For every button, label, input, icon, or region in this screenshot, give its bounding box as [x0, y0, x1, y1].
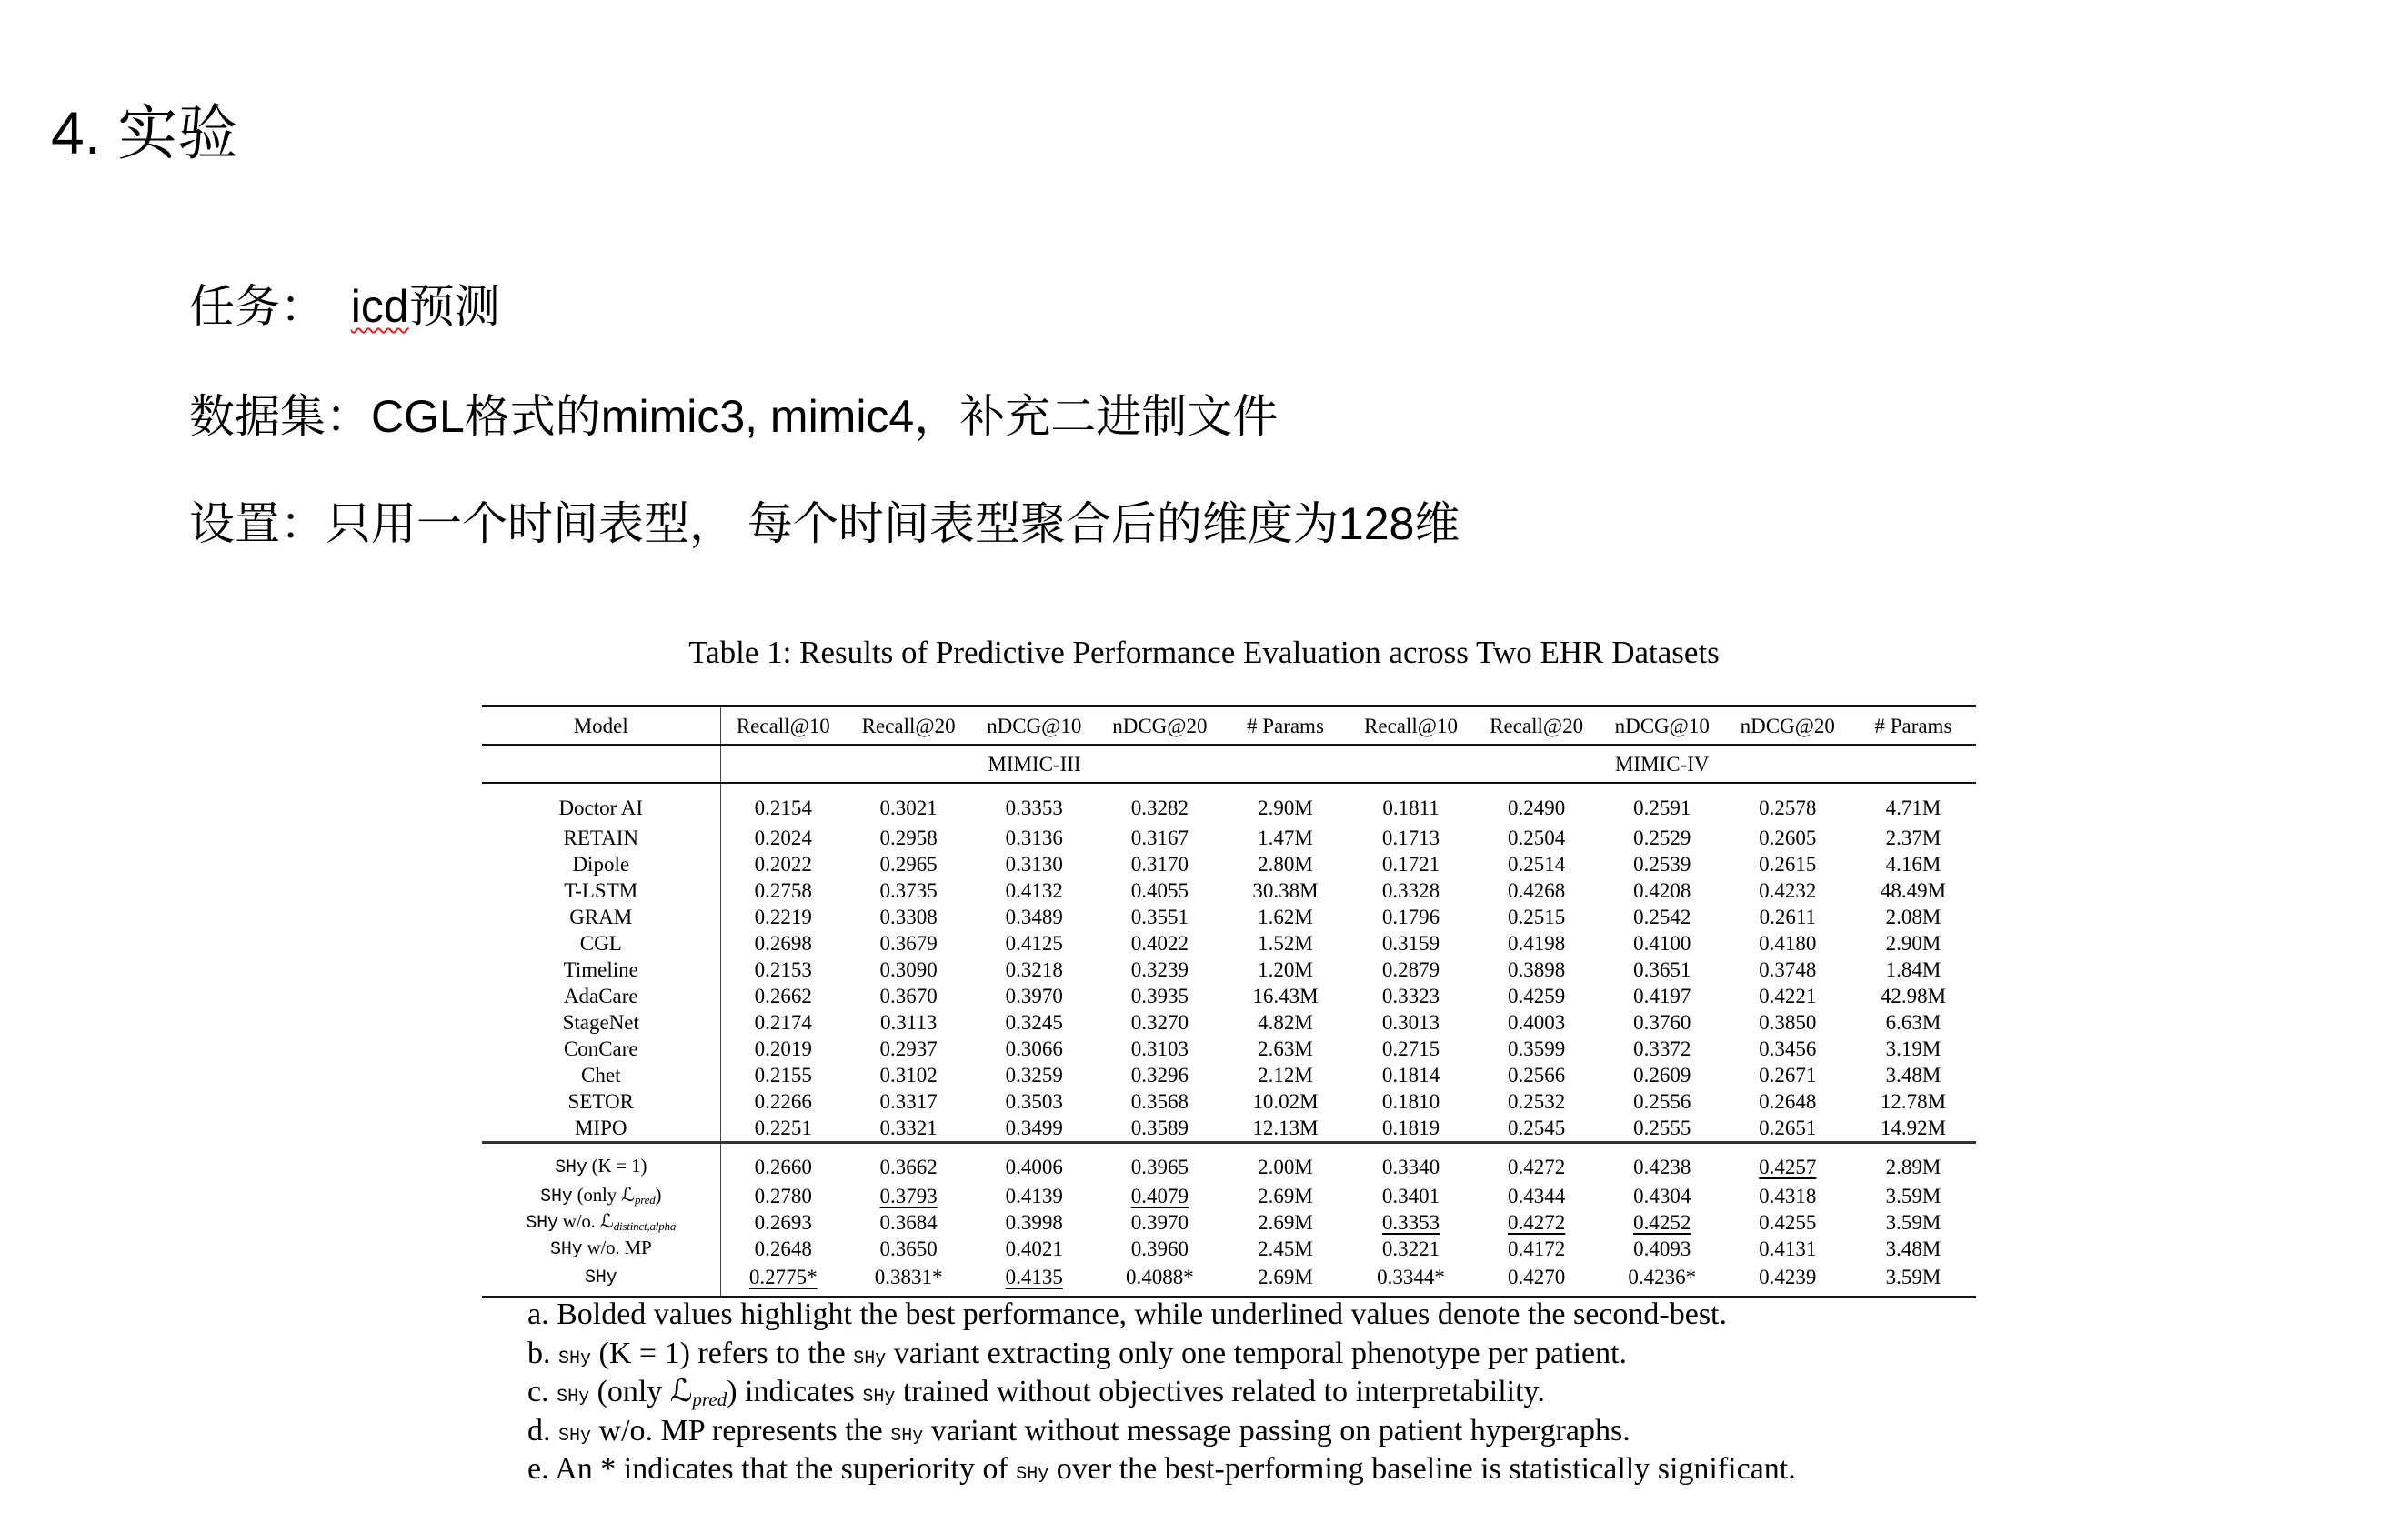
value-cell: 0.2651	[1759, 1117, 1817, 1139]
value-cell: 2.00M	[1222, 1143, 1348, 1184]
value-cell: 0.3259	[1005, 1064, 1063, 1087]
table-row	[482, 783, 1976, 825]
footnote-line	[527, 1412, 1796, 1451]
value-cell: 0.3456	[1759, 1037, 1817, 1060]
footnote-marker: d.	[527, 1413, 551, 1448]
metric-header: nDCG@10	[1600, 706, 1725, 746]
footnote-text: SHy	[558, 1425, 592, 1447]
model-name: SETOR	[482, 1088, 720, 1115]
model-name: MIPO	[482, 1115, 720, 1143]
footnote-text: SHy	[557, 1387, 590, 1408]
metric-header: nDCG@10	[971, 706, 1097, 746]
value-cell: 0.2545	[1507, 1117, 1566, 1139]
footnote-marker: a.	[527, 1298, 549, 1331]
value-cell: 0.4021	[1005, 1237, 1063, 1260]
value-cell: 1.47M	[1258, 827, 1313, 849]
model-name	[482, 1236, 720, 1262]
value-cell: 0.3551	[1130, 906, 1189, 928]
dataset-line: 数据集：CGL格式的mimic3, mimic4，补充二进制文件	[189, 391, 1279, 442]
value-cell: 6.63M	[1885, 1011, 1941, 1034]
footnote-marker: e.	[527, 1452, 549, 1486]
value-cell: 0.3662	[846, 1143, 971, 1184]
value-cell: 0.4131	[1759, 1237, 1817, 1260]
footnote-line	[527, 1335, 1796, 1374]
table-row	[482, 851, 1976, 877]
value-cell: 0.3328	[1381, 879, 1440, 902]
metric-header: Recall@10	[720, 706, 846, 746]
value-cell: 0.3344*	[1348, 1262, 1473, 1298]
value-cell: 0.3218	[1005, 958, 1063, 981]
value-cell: 0.3113	[879, 1011, 938, 1034]
value-cell: 0.4180	[1759, 932, 1817, 955]
footnote-text: SHy	[853, 1348, 887, 1369]
value-cell: 0.3651	[1633, 958, 1691, 981]
value-cell: 12.78M	[1880, 1090, 1947, 1113]
value-cell: 0.2555	[1633, 1117, 1691, 1139]
model-name-suffix: (only ℒ	[572, 1184, 635, 1206]
value-cell: 0.1810	[1381, 1090, 1440, 1113]
footnote-text: SHy	[1016, 1464, 1049, 1485]
model-name: Chet	[482, 1062, 720, 1088]
value-cell: 0.4125	[1005, 932, 1063, 955]
value-cell: 0.2266	[754, 1090, 812, 1113]
value-cell: 0.2780	[754, 1185, 812, 1207]
value-cell: 0.4272	[1507, 1211, 1566, 1234]
table-row-shy	[482, 1143, 1976, 1184]
value-cell: 1.20M	[1258, 958, 1313, 981]
results-table	[482, 705, 1976, 1298]
task-value: 预测	[408, 281, 500, 332]
value-cell: 2.37M	[1885, 827, 1941, 849]
value-cell: 0.1811	[1382, 797, 1440, 819]
value-cell: 0.2591	[1633, 797, 1691, 819]
value-cell: 0.4252	[1633, 1211, 1691, 1234]
model-name: StageNet	[482, 1009, 720, 1036]
footnote-text: w/o. MP represents the	[591, 1413, 891, 1448]
value-cell: 2.63M	[1258, 1037, 1313, 1060]
value-cell: 0.2155	[754, 1064, 812, 1087]
table-row	[482, 957, 1976, 983]
value-cell: 0.3499	[1005, 1117, 1063, 1139]
task-label: 任务：	[189, 281, 326, 332]
model-name	[482, 1143, 720, 1184]
value-cell: 0.4272	[1474, 1143, 1600, 1184]
value-cell: 1.52M	[1258, 932, 1313, 955]
model-name: CGL	[482, 930, 720, 957]
value-cell: 0.3282	[1130, 797, 1189, 819]
value-cell: 42.98M	[1880, 985, 1947, 1007]
value-cell: 2.90M	[1885, 932, 1941, 955]
model-name: GRAM	[482, 904, 720, 930]
model-name: RETAIN	[482, 825, 720, 851]
value-cell: 0.4022	[1130, 932, 1189, 955]
value-cell: 0.3130	[1005, 853, 1063, 876]
footnote-text: SHy	[890, 1425, 924, 1447]
value-cell: 0.3589	[1130, 1117, 1189, 1139]
value-cell: 0.4135	[971, 1262, 1097, 1298]
value-cell: 0.2515	[1507, 906, 1566, 928]
value-cell: 0.2605	[1759, 827, 1817, 849]
value-cell: 0.2698	[754, 932, 812, 955]
table-row	[482, 877, 1976, 904]
value-cell: 4.16M	[1885, 853, 1941, 876]
value-cell: 1.84M	[1885, 958, 1941, 981]
footnote-line	[527, 1296, 1796, 1335]
model-name-subscript: pred	[634, 1193, 656, 1207]
value-cell: 10.02M	[1252, 1090, 1319, 1113]
value-cell: 0.2490	[1507, 797, 1566, 819]
section-heading: 4. 实验	[51, 99, 238, 166]
value-cell: 0.2153	[754, 958, 812, 981]
model-name: Doctor AI	[482, 783, 720, 825]
value-cell: 0.2024	[754, 827, 812, 849]
value-cell: 0.4132	[1005, 879, 1063, 902]
metric-header: # Params	[1851, 706, 1976, 746]
footnote-marker: c.	[527, 1375, 549, 1408]
value-cell: 14.92M	[1880, 1117, 1947, 1139]
value-cell: 0.3970	[1130, 1211, 1189, 1234]
model-name: Dipole	[482, 851, 720, 877]
value-cell: 0.2660	[720, 1143, 846, 1184]
value-cell: 0.4079	[1130, 1185, 1189, 1207]
value-cell: 0.3735	[879, 879, 938, 902]
footnote-marker: b.	[527, 1336, 551, 1370]
table-row-shy	[482, 1183, 1976, 1209]
value-cell: 2.12M	[1258, 1064, 1313, 1087]
value-cell: 0.3831*	[846, 1262, 971, 1298]
table-caption: Table 1: Results of Predictive Performance Evaluation across Two EHR Datasets	[688, 635, 1720, 670]
value-cell: 0.2022	[754, 853, 812, 876]
value-cell: 0.3568	[1130, 1090, 1189, 1113]
value-cell: 3.59M	[1885, 1211, 1941, 1234]
value-cell: 0.3503	[1005, 1090, 1063, 1113]
value-cell: 2.08M	[1885, 906, 1941, 928]
table-footnotes	[527, 1296, 1796, 1489]
dataset-row	[482, 745, 1976, 783]
value-cell: 16.43M	[1252, 985, 1319, 1007]
table-row-shy	[482, 1209, 1976, 1236]
model-name-suffix: (K = 1)	[587, 1154, 647, 1177]
value-cell: 0.3898	[1507, 958, 1566, 981]
value-cell: 0.2965	[879, 853, 938, 876]
value-cell: 0.3489	[1005, 906, 1063, 928]
value-cell: 0.2775*	[720, 1262, 846, 1298]
value-cell: 0.4139	[1005, 1185, 1063, 1207]
value-cell: 0.3965	[1097, 1143, 1222, 1184]
value-cell: 2.90M	[1258, 797, 1313, 819]
table-row	[482, 1115, 1976, 1143]
value-cell: 0.3670	[879, 985, 938, 1007]
value-cell: 1.62M	[1258, 906, 1313, 928]
value-cell: 0.4239	[1725, 1262, 1851, 1298]
table-row	[482, 983, 1976, 1009]
value-cell: 0.4003	[1507, 1011, 1566, 1034]
value-cell: 12.13M	[1252, 1117, 1319, 1139]
value-cell: 0.4236*	[1600, 1262, 1725, 1298]
footnote-text: SHy	[558, 1348, 592, 1369]
value-cell: 3.48M	[1885, 1064, 1941, 1087]
model-name	[482, 1209, 720, 1236]
metric-header: Recall@20	[846, 706, 971, 746]
value-cell: 0.3760	[1633, 1011, 1691, 1034]
model-name: AdaCare	[482, 983, 720, 1009]
table-row	[482, 930, 1976, 957]
model-name-prefix: SHy	[555, 1157, 587, 1178]
value-cell: 0.3159	[1381, 932, 1440, 955]
value-cell: 0.3935	[1130, 985, 1189, 1007]
metric-header: Recall@10	[1348, 706, 1473, 746]
value-cell: 0.3270	[1130, 1011, 1189, 1034]
value-cell: 0.3599	[1507, 1037, 1566, 1060]
value-cell: 2.69M	[1222, 1262, 1348, 1298]
value-cell: 0.3136	[1005, 827, 1063, 849]
value-cell: 0.4270	[1474, 1262, 1600, 1298]
model-name-prefix: SHy	[526, 1213, 558, 1234]
model-name	[482, 1262, 720, 1298]
footnote-text: pred	[692, 1388, 727, 1411]
footnote-text: (K = 1) refers to the	[591, 1336, 854, 1370]
value-cell: 0.2542	[1633, 906, 1691, 928]
value-cell: 0.3221	[1381, 1237, 1440, 1260]
value-cell: 0.1819	[1381, 1117, 1440, 1139]
value-cell: 0.3679	[879, 932, 938, 955]
value-cell: 0.4268	[1507, 879, 1566, 902]
value-cell: 3.59M	[1851, 1262, 1976, 1298]
metric-header: Recall@20	[1474, 706, 1600, 746]
value-cell: 2.69M	[1258, 1211, 1313, 1234]
value-cell: 0.3245	[1005, 1011, 1063, 1034]
value-cell: 0.2532	[1507, 1090, 1566, 1113]
model-name: Timeline	[482, 957, 720, 983]
value-cell: 0.4208	[1633, 879, 1691, 902]
value-cell: 0.4100	[1633, 932, 1691, 955]
value-cell: 0.3170	[1130, 853, 1189, 876]
task-line	[189, 279, 500, 334]
value-cell: 0.4006	[971, 1143, 1097, 1184]
value-cell: 0.3970	[1005, 985, 1063, 1007]
value-cell: 0.4344	[1507, 1185, 1566, 1207]
footnote-text: trained without objectives related to interpretability.	[895, 1375, 1545, 1408]
value-cell: 0.3748	[1759, 958, 1817, 981]
footnote-line	[527, 1373, 1796, 1412]
value-cell: 0.3317	[879, 1090, 938, 1113]
value-cell: 0.4232	[1759, 879, 1817, 902]
value-cell: 2.45M	[1258, 1237, 1313, 1260]
value-cell: 0.2693	[754, 1211, 812, 1234]
value-cell: 0.2251	[754, 1117, 812, 1139]
model-name-prefix: SHy	[585, 1267, 617, 1288]
table-row-shy	[482, 1262, 1976, 1298]
value-cell: 0.3239	[1130, 958, 1189, 981]
model-name-suffix: w/o. ℒ	[557, 1210, 614, 1232]
table-row	[482, 825, 1976, 851]
value-cell: 0.3013	[1381, 1011, 1440, 1034]
value-cell: 0.3401	[1381, 1185, 1440, 1207]
value-cell: 0.4257	[1725, 1143, 1851, 1184]
footnote-text: over the best-performing baseline is statistically significant.	[1048, 1452, 1796, 1486]
value-cell: 0.1814	[1381, 1064, 1440, 1087]
value-cell: 0.4318	[1759, 1185, 1817, 1207]
dataset-label-mimic3: MIMIC-III	[720, 745, 1348, 783]
table-row	[482, 904, 1976, 930]
value-cell: 0.2539	[1633, 853, 1691, 876]
value-cell: 0.3066	[1005, 1037, 1063, 1060]
table-row	[482, 1062, 1976, 1088]
model-name	[482, 1183, 720, 1209]
model-name-close: )	[655, 1184, 662, 1206]
value-cell: 0.2758	[754, 879, 812, 902]
value-cell: 0.2019	[754, 1037, 812, 1060]
value-cell: 0.2566	[1507, 1064, 1566, 1087]
value-cell: 0.3684	[879, 1211, 938, 1234]
value-cell: 48.49M	[1880, 879, 1947, 902]
value-cell: 0.4198	[1507, 932, 1566, 955]
model-name-subscript: distinct,alpha	[613, 1219, 677, 1234]
value-cell: 0.4255	[1759, 1211, 1817, 1234]
table-row-shy	[482, 1236, 1976, 1262]
footnote-line	[527, 1450, 1796, 1489]
value-cell: 0.2578	[1759, 797, 1817, 819]
settings-line: 设置：只用一个时间表型， 每个时间表型聚合后的维度为128维	[189, 498, 1460, 549]
table-row	[482, 1036, 1976, 1062]
value-cell: 0.3998	[1005, 1211, 1063, 1234]
value-cell: 0.2879	[1381, 958, 1440, 981]
value-cell: 0.1713	[1381, 827, 1440, 849]
value-cell: 2.89M	[1851, 1143, 1976, 1184]
model-name-prefix: SHy	[540, 1187, 573, 1207]
blank-cell	[482, 745, 720, 783]
model-header: Model	[482, 706, 720, 746]
value-cell: 0.2662	[754, 985, 812, 1007]
value-cell: 0.2648	[754, 1237, 812, 1260]
value-cell: 2.69M	[1258, 1185, 1313, 1207]
metric-header: # Params	[1222, 706, 1348, 746]
value-cell: 0.2958	[879, 827, 938, 849]
value-cell: 0.3353	[1381, 1211, 1440, 1234]
value-cell: 0.2671	[1759, 1064, 1817, 1087]
footnote-text: An * indicates that the superiority of	[555, 1452, 1017, 1486]
value-cell: 0.3321	[879, 1117, 938, 1139]
value-cell: 0.4172	[1507, 1237, 1566, 1260]
dataset-label-mimic4: MIMIC-IV	[1348, 745, 1976, 783]
value-cell: 0.4055	[1130, 879, 1189, 902]
footnote-text: ) indicates	[727, 1375, 863, 1408]
value-cell: 0.3850	[1759, 1011, 1817, 1034]
model-name: ConCare	[482, 1036, 720, 1062]
value-cell: 0.3090	[879, 958, 938, 981]
footnote-text: Bolded values highlight the best performance, while underlined values denote the second-best.	[557, 1298, 1727, 1331]
value-cell: 3.19M	[1885, 1037, 1941, 1060]
value-cell: 0.3167	[1130, 827, 1189, 849]
value-cell: 0.2715	[1381, 1037, 1440, 1060]
table-row	[482, 1009, 1976, 1036]
footnote-text: (only ℒ	[589, 1375, 693, 1408]
table-row	[482, 1088, 1976, 1115]
model-name: T-LSTM	[482, 877, 720, 904]
value-cell: 3.59M	[1885, 1185, 1941, 1207]
value-cell: 0.2529	[1633, 827, 1691, 849]
value-cell: 0.4088*	[1097, 1262, 1222, 1298]
value-cell: 0.3323	[1381, 985, 1440, 1007]
value-cell: 0.3308	[879, 906, 938, 928]
model-name-suffix: w/o. MP	[582, 1237, 652, 1258]
value-cell: 0.2937	[879, 1037, 938, 1060]
value-cell: 0.2514	[1507, 853, 1566, 876]
value-cell: 0.3296	[1130, 1064, 1189, 1087]
value-cell: 0.3103	[1130, 1037, 1189, 1060]
value-cell: 0.2609	[1633, 1064, 1691, 1087]
value-cell: 0.3372	[1633, 1037, 1691, 1060]
value-cell: 0.2174	[754, 1011, 812, 1034]
value-cell: 0.3021	[879, 797, 938, 819]
value-cell: 0.4259	[1507, 985, 1566, 1007]
value-cell: 0.2154	[754, 797, 812, 819]
value-cell: 0.3650	[879, 1237, 938, 1260]
value-cell: 0.4197	[1633, 985, 1691, 1007]
value-cell: 0.2556	[1633, 1090, 1691, 1113]
value-cell: 0.3793	[879, 1185, 938, 1207]
value-cell: 4.71M	[1885, 797, 1941, 819]
footnote-text: variant without message passing on patient hypergraphs.	[923, 1413, 1630, 1448]
metric-header: nDCG@20	[1097, 706, 1222, 746]
value-cell: 0.1796	[1381, 906, 1440, 928]
value-cell: 0.3960	[1130, 1237, 1189, 1260]
value-cell: 3.48M	[1885, 1237, 1941, 1260]
value-cell: 0.2504	[1507, 827, 1566, 849]
value-cell: 2.80M	[1258, 853, 1313, 876]
value-cell: 0.2611	[1759, 906, 1816, 928]
footnote-text: SHy	[862, 1387, 896, 1408]
footnote-text: variant extracting only one temporal phenotype per patient.	[886, 1336, 1628, 1370]
value-cell: 0.2219	[754, 906, 812, 928]
value-cell: 0.3353	[1005, 797, 1063, 819]
value-cell: 0.2615	[1759, 853, 1817, 876]
spellcheck-flagged-word[interactable]: icd	[350, 281, 409, 332]
value-cell: 0.4221	[1759, 985, 1817, 1007]
value-cell: 0.4093	[1633, 1237, 1691, 1260]
model-name-prefix: SHy	[550, 1239, 583, 1260]
value-cell: 0.4304	[1633, 1185, 1691, 1207]
value-cell: 0.3340	[1348, 1143, 1473, 1184]
value-cell: 0.3102	[879, 1064, 938, 1087]
header-row	[482, 706, 1976, 746]
value-cell: 0.2648	[1759, 1090, 1817, 1113]
value-cell: 30.38M	[1252, 879, 1319, 902]
metric-header: nDCG@20	[1725, 706, 1851, 746]
value-cell: 4.82M	[1258, 1011, 1313, 1034]
value-cell: 0.1721	[1381, 853, 1440, 876]
value-cell: 0.4238	[1600, 1143, 1725, 1184]
